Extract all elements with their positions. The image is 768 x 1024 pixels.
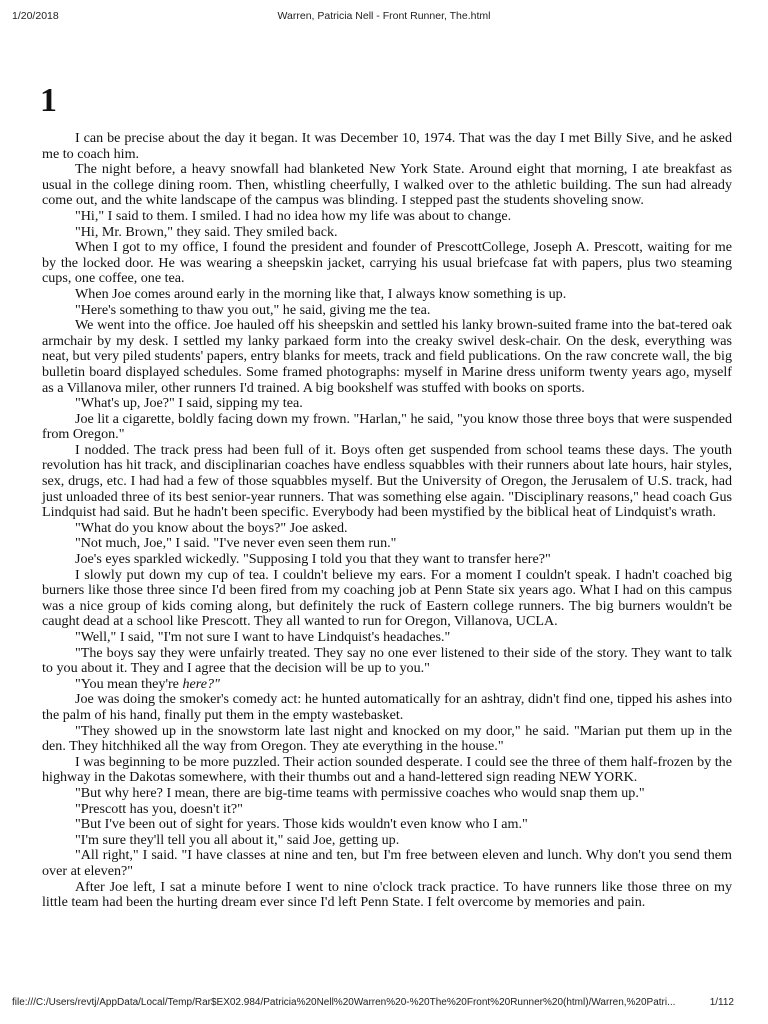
paragraph: "Here's something to thaw you out," he said, giving me the tea. (75, 301, 431, 318)
paragraph: "Well," I said, "I'm not sure I want to have Lindquist's headaches." (75, 629, 451, 645)
paragraph (42, 677, 732, 693)
paragraph: "Prescott has you, doesn't it?" (75, 800, 243, 817)
paragraph: "But why here? I mean, there are big-time teams with permissive coaches who would snap them up." (75, 784, 645, 801)
paragraph: "I'm sure they'll tell you all about it," said Joe, getting up. (75, 831, 400, 848)
paragraph: When I got to my office, I found the president and founder of PrescottCollege, Joseph A. Prescott, waiting for me by the locked door. He was wearing a sheepskin jacket, carrying his usual briefcase fat with papers, plus two steaming cups, one coffee, one tea. (42, 239, 732, 287)
paragraph: When Joe comes around early in the morning like that, I always know something is up. (75, 285, 567, 302)
chapter-body-text (42, 131, 732, 911)
paragraph: "They showed up in the snowstorm late last night and knocked on my door," he said. "Marian put them up in the den. They hitchhiked all the way from Oregon. They ate everything in the house." (42, 722, 732, 755)
paragraph-text: "You mean they're (75, 675, 183, 692)
paragraph: I can be precise about the day it began. It was December 10, 1974. That was the day I met Billy Sive, and he asked me to coach him. (42, 130, 732, 162)
paragraph: "Hi, Mr. Brown," they said. They smiled back. (75, 223, 338, 240)
print-footer (0, 997, 768, 1013)
paragraph: Joe was doing the smoker's comedy act: he hunted automatically for an ashtray, didn't find one, tipped his ashes into the palm of his hand, finally put them in the empty wastebasket. (42, 691, 732, 723)
page-number: 1/112 (709, 997, 734, 1008)
paragraph: After Joe left, I sat a minute before I went to nine o'clock track practice. To have runners like those three on my little team had been the hurting dream ever since I'd left Penn State. I felt overcome by memories and pain. (42, 878, 732, 911)
print-header (0, 10, 768, 26)
paragraph: "Hi," I said to them. I smiled. I had no idea how my life was about to change. (75, 207, 512, 224)
paragraph: Joe lit a cigarette, boldly facing down my frown. "Harlan," he said, "you know those three boys that were suspended from Oregon." (42, 410, 732, 443)
paragraph: I slowly put down my cup of tea. I couldn't believe my ears. For a moment I couldn't speak. I hadn't coached big burners like those three since I'd been fired from my coaching job at Penn State six years ago. What I had on this campus was a nice group of kids coming along, but definitely the ruck of Eastern college runners. The big burners wouldn't be caught dead at a school like Prescott. They all wanted to run for Oregon, Villanova, UCLA. (42, 566, 732, 630)
file-path: file:///C:/Users/revtj/AppData/Local/Temp/Rar$EX02.984/Patricia%20Nell%20Warren%20-%20The%20Front%20Runner%20(html)/Warren,%20Patri... (12, 997, 676, 1008)
paragraph: I nodded. The track press had been full of it. Boys often get suspended from school teams these days. The youth revolution has hit track, and disciplinarian coaches have endless squabbles with their runners about late hours, hair styles, sex, drugs, etc. I had had a few of those squabbles myself. But the University of Oregon, the Jerusalem of U.S. track, had just unloaded three of its best senior-year runners. That was something else again. "Disciplinary reasons," head coach Gus Lindquist had said. But he hadn't been specific. Everybody had been mystified by the biblical heat of Lindquist's wrath. (42, 441, 732, 521)
paragraph: "What do you know about the boys?" Joe asked. (75, 519, 348, 536)
paragraph: The night before, a heavy snowfall had blanketed New York State. Around eight that morning, I ate breakfast as usual in the college dining room. Then, whistling cheerfully, I walked over to the athletic building. The sun had already come out, and the white landscape of the campus was blinding. I stepped past the students shoveling snow. (42, 161, 732, 209)
document-title: Warren, Patricia Nell - Front Runner, The.html (277, 10, 491, 22)
paragraph: Joe's eyes sparkled wickedly. "Supposing I told you that they want to transfer here?" (75, 551, 551, 568)
chapter-heading: 1 (40, 82, 57, 119)
paragraph: "All right," I said. "I have classes at nine and ten, but I'm free between eleven and lunch. Why don't you send them over at eleven?" (42, 847, 732, 879)
paragraph: I was beginning to be more puzzled. Their action sounded desperate. I could see the three of them half-frozen by the highway in the Dakotas somewhere, with their thumbs out and a hand-lettered sign reading NEW YORK. (42, 753, 732, 786)
paragraph: "The boys say they were unfairly treated. They say no one ever listened to their side of the story. They want to talk to you about it. They and I agree that the decision will be up to you." (42, 644, 732, 677)
paragraph: "What's up, Joe?" I said, sipping my tea. (75, 395, 303, 412)
italic-emphasis: here?" (182, 675, 220, 692)
paragraph: We went into the office. Joe hauled off his sheepskin and settled his lanky brown-suited frame into the bat-tered oak armchair by my desk. I settled my lanky parkaed form into the creaky swivel desk-chair. On the desk, everything was neat, but very piled students' papers, entry blanks for meets, track and field publications. On the raw concrete wall, the big bulletin board displayed schedules. Some framed photographs: myself in Marine dress uniform twenty years ago, myself as a Villanova miler, other runners I'd trained. A big bookshelf was stuffed with books on sports. (42, 317, 732, 396)
paragraph: "Not much, Joe," I said. "I've never even seen them run." (75, 535, 397, 552)
paragraph: "But I've been out of sight for years. Those kids wouldn't even know who I am." (75, 816, 528, 833)
print-date: 1/20/2018 (12, 10, 59, 22)
